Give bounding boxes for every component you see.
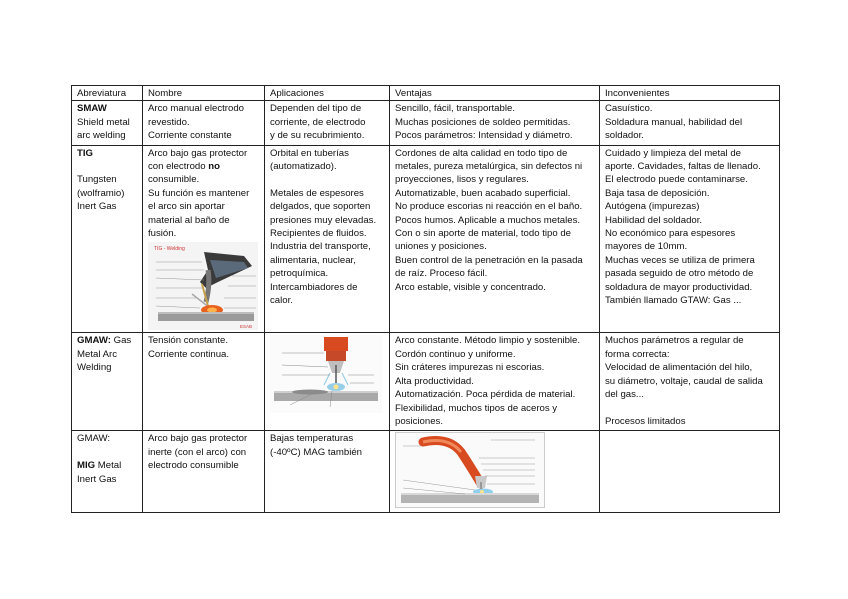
text-line: delgados, que soporten: [270, 201, 371, 213]
text-line: Cordón continuo y uniforme.: [395, 348, 516, 360]
cell-applications: [265, 101, 390, 145]
header-advantages: Ventajas: [390, 86, 600, 101]
text-line: Muchas veces se utiliza de primera: [605, 254, 755, 266]
text-line: revestido.: [148, 116, 190, 128]
cell-disadvantages: [600, 333, 780, 431]
text-line: Muchas posiciones de soldeo permitidas.: [395, 116, 571, 128]
cell-disadvantages: [600, 431, 780, 513]
text-line: Baja tasa de deposición.: [605, 187, 710, 199]
text-line: Tensión constante.: [148, 335, 229, 347]
text-line: Arco constante. Método limpio y sostenible.: [395, 335, 581, 347]
cell-disadvantages: [600, 101, 780, 145]
text-line: metales, pureza metalúrgica, sin defectos ni: [395, 161, 583, 173]
table-row-mig: [72, 431, 780, 513]
cell-abbreviation: [72, 101, 143, 145]
cell-advantages: [390, 145, 600, 333]
text-line: Buen control de la penetración en la pasada: [395, 254, 583, 266]
text-line: Alta productividad.: [395, 375, 474, 387]
text-line: Dependen del tipo de: [270, 103, 362, 115]
text-line: arc welding: [77, 130, 126, 142]
mig-welding-diagram: [395, 432, 545, 508]
text-line: Tungsten: [77, 174, 117, 186]
text-line: electrodo consumible: [148, 460, 239, 472]
text-line: Velocidad de alimentación del hilo,: [605, 362, 753, 374]
text-line: No económico para espesores: [605, 228, 736, 240]
text-line: del gas...: [605, 389, 644, 401]
header-row: [72, 86, 780, 101]
header-applications: Aplicaciones: [265, 86, 390, 101]
cell-abbreviation: [72, 431, 143, 513]
cell-abbreviation: [72, 333, 143, 431]
text-line: Metales de espesores: [270, 187, 364, 199]
text-line: aporte. Cavidades, faltas de llenado.: [605, 161, 761, 173]
text-line: Corriente continua.: [148, 348, 230, 360]
text-line: Procesos limitados: [605, 415, 686, 427]
text-line: Arco estable, visible y concentrado.: [395, 281, 546, 293]
text-line: y de su recubrimiento.: [270, 130, 365, 142]
table-row-gmaw: [72, 333, 780, 431]
text-line: Metal Arc: [77, 348, 117, 360]
text-line: Intercambiadores de: [270, 281, 358, 293]
text-line: Casuístico.: [605, 103, 653, 115]
text-line: alimentaria, nuclear,: [270, 254, 356, 266]
text-line: Autógena (impurezas): [605, 201, 700, 213]
text-line: Arco bajo gas protector: [148, 433, 248, 445]
text-line: Arco manual electrodo: [148, 103, 244, 115]
text-line: Welding: [77, 362, 112, 374]
text-line: corriente, de electrodo: [270, 116, 366, 128]
text-line: Sin cráteres impurezas ni escorias.: [395, 362, 545, 374]
cell-name: [143, 101, 265, 145]
text-line: fusión.: [148, 228, 177, 240]
text-line: Habilidad del soldador.: [605, 214, 703, 226]
text-line: (wolframio): [77, 187, 125, 199]
text-line: Recipientes de fluidos.: [270, 228, 367, 240]
cell-advantages: [390, 431, 600, 513]
text-line: Arco bajo gas protector: [148, 147, 248, 159]
text-line: Orbital en tuberías: [270, 147, 349, 159]
text-line: mayores de 10mm.: [605, 241, 688, 253]
text-line: consumible.: [148, 174, 200, 186]
cell-disadvantages: [600, 145, 780, 333]
text-line: su diámetro, voltaje, caudal de salida: [605, 375, 763, 387]
text-line: proyecciones, lisos y regulares.: [395, 174, 529, 186]
text-line: Bajas temperaturas: [270, 433, 354, 445]
figure-logo: ESAB: [240, 324, 253, 330]
text-line: Pocos parámetros: Intensidad y diámetro.: [395, 130, 573, 142]
cell-name: [143, 333, 265, 431]
text-fragment: Gas: [113, 335, 132, 347]
text-line: inerte (con el arco) con: [148, 446, 247, 458]
text-line: Cuidado y limpieza del metal de: [605, 147, 741, 159]
figure-title: TIG - Welding: [154, 246, 185, 253]
cell-applications: [265, 431, 390, 513]
table-row-tig: [72, 145, 780, 333]
text-line: forma correcta:: [605, 348, 670, 360]
cell-advantages: [390, 333, 600, 431]
text-line: Automatización. Poca pérdida de material.: [395, 389, 576, 401]
text-line: Con o sin aporte de material, todo tipo de: [395, 228, 571, 240]
text-line: Inert Gas: [77, 473, 117, 485]
cell-applications: [265, 145, 390, 333]
process-code: MIG: [77, 460, 96, 472]
gmaw-welding-diagram: [270, 335, 382, 413]
text-line: pasada seguido de otro método de: [605, 268, 754, 280]
text-line: (-40ºC) MAG también: [270, 446, 363, 458]
text-line: presiones muy elevadas.: [270, 214, 377, 226]
text-line: Pocos humos. Aplicable a muchos metales.: [395, 214, 581, 226]
process-code: SMAW: [77, 103, 107, 115]
text-line: Industria del transporte,: [270, 241, 371, 253]
cell-name: [143, 145, 265, 333]
text-line: el arco sin aportar: [148, 201, 225, 213]
process-code: TIG: [77, 147, 93, 159]
text-line: GMAW:: [77, 433, 111, 445]
text-line: [77, 459, 138, 472]
cell-applications: [265, 333, 390, 431]
text-line: Flexibilidad, muchos tipos de aceros y: [395, 402, 558, 414]
header-abbreviation: Abreviatura: [72, 86, 143, 101]
text-line: No produce escorias ni reacción en el baño.: [395, 201, 583, 213]
text-line: Inert Gas: [77, 201, 117, 213]
cell-name: [143, 431, 265, 513]
text-line: de raíz. Proceso fácil.: [395, 268, 488, 280]
text-line: posiciones.: [395, 415, 443, 427]
text-line: Automatizable, buen acabado superficial.: [395, 187, 571, 199]
text-line: uniones y posiciones.: [395, 241, 487, 253]
process-code: GMAW:: [77, 335, 111, 347]
text-line: [148, 160, 260, 173]
text-line: Sencillo, fácil, transportable.: [395, 103, 515, 115]
header-name: Nombre: [143, 86, 265, 101]
cell-advantages: [390, 101, 600, 145]
text-line: material al baño de: [148, 214, 230, 226]
text-line: Cordones de alta calidad en todo tipo de: [395, 147, 568, 159]
text-line: petroquímica.: [270, 268, 329, 280]
text-line: También llamado GTAW: Gas ...: [605, 295, 742, 307]
text-line: calor.: [270, 295, 293, 307]
text-line: soldador.: [605, 130, 644, 142]
emphasis-no: no: [208, 161, 220, 173]
text-line: (automatizado).: [270, 161, 337, 173]
text-line: [77, 334, 138, 347]
text-line: Su función es mantener: [148, 187, 250, 199]
table-row-smaw: [72, 101, 780, 145]
text-fragment: con electrodo: [148, 161, 209, 173]
text-line: soldadura de mayor productividad.: [605, 281, 753, 293]
text-line: El electrodo puede contaminarse.: [605, 174, 748, 186]
header-disadvantages: Inconvenientes: [600, 86, 780, 101]
text-fragment: Metal: [97, 460, 122, 472]
cell-abbreviation: [72, 145, 143, 333]
tig-welding-diagram: [148, 242, 258, 330]
text-line: Muchos parámetros a regular de: [605, 335, 744, 347]
text-line: Corriente constante: [148, 130, 232, 142]
welding-comparison-table: [71, 85, 780, 513]
text-line: Shield metal: [77, 116, 130, 128]
text-line: Soldadura manual, habilidad del: [605, 116, 743, 128]
